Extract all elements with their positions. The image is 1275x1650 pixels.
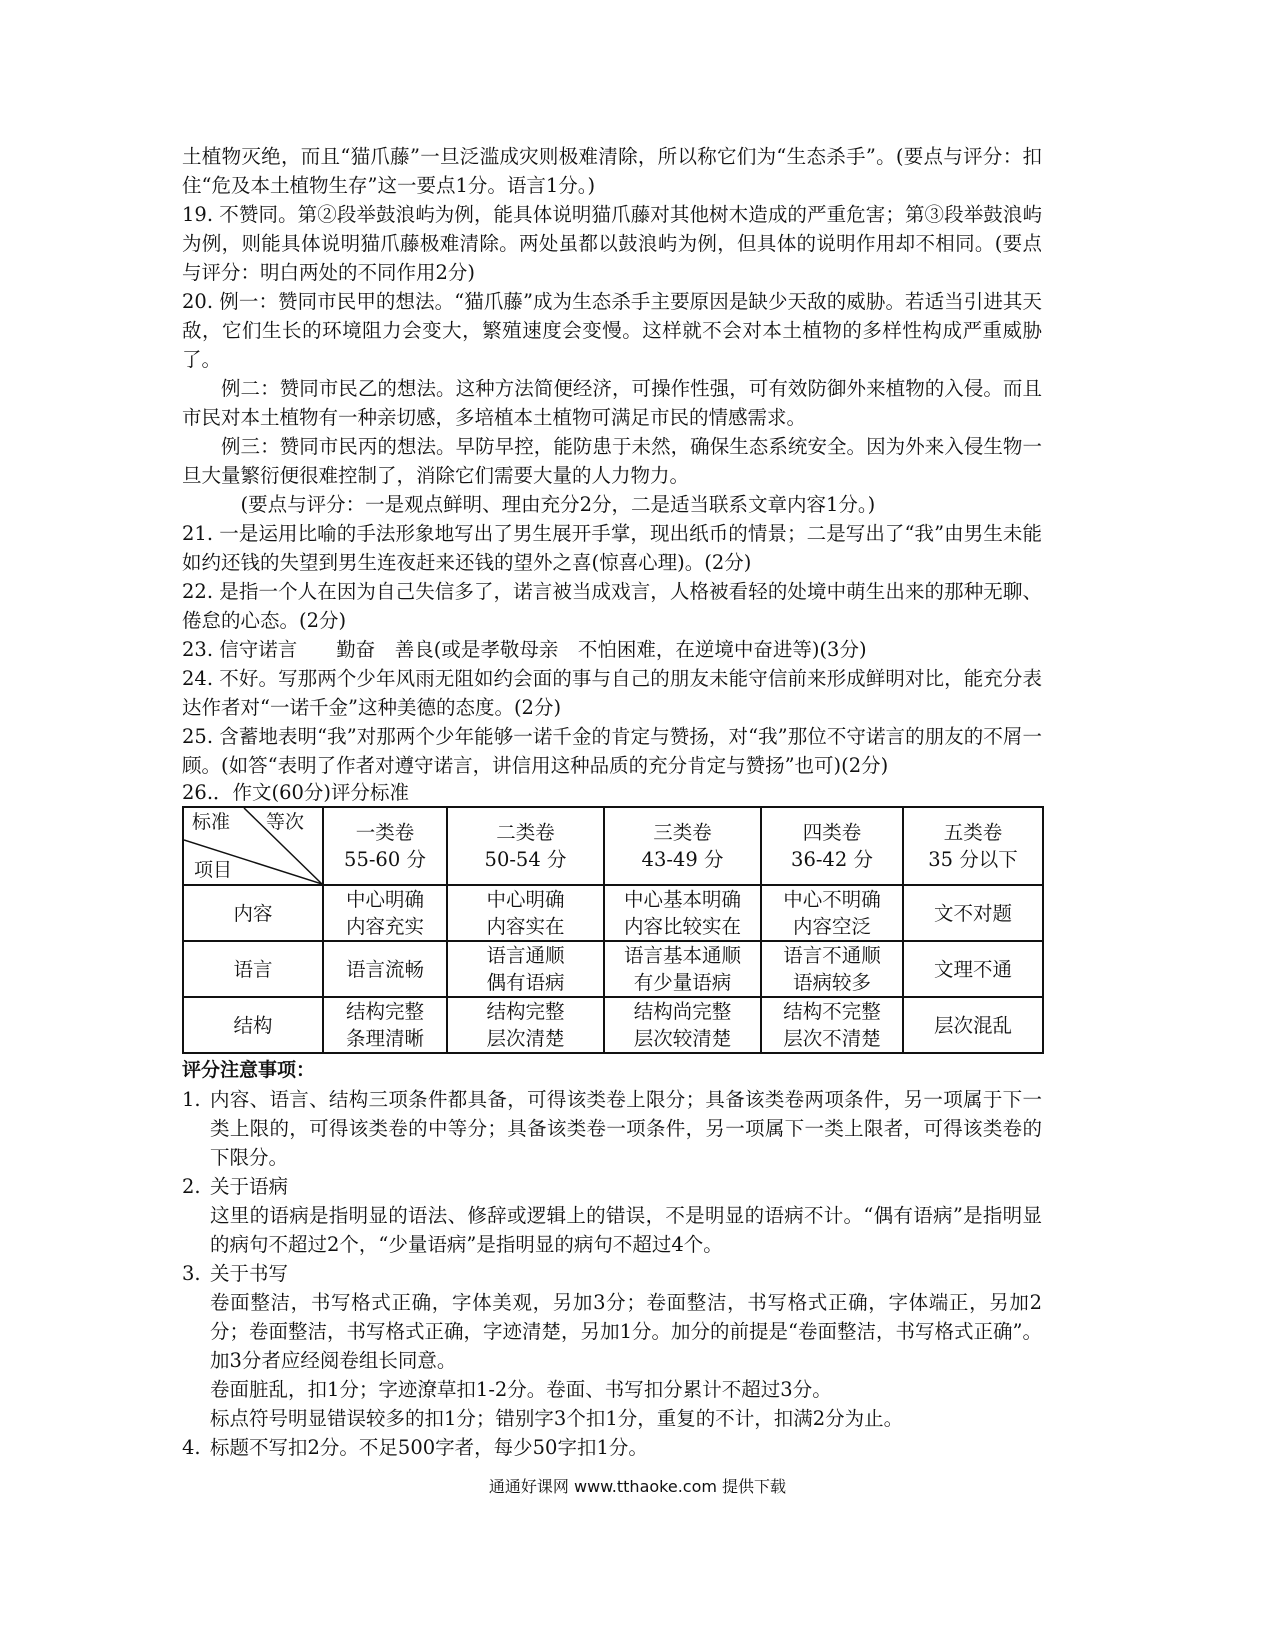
table-cell [323, 941, 447, 997]
table-cell [447, 885, 604, 941]
cell-line: 偶有语病 [486, 971, 565, 994]
note-3-detail-3: 标点符号明显错误较多的扣1分；错别字3个扣1分，重复的不计，扣满2分为止。 [210, 1407, 904, 1430]
header-grade-name: 三类卷 [653, 821, 712, 844]
cell-line: 语病较多 [792, 971, 871, 994]
row-label: 语言 [183, 941, 323, 997]
table-header-row [183, 807, 1043, 885]
cell-line: 语言流畅 [345, 957, 424, 981]
corner-label-grade: 等次 [266, 811, 305, 833]
table-cell [761, 997, 903, 1053]
cell-line: 语言通顺 [486, 944, 565, 967]
note-3-detail-2: 卷面脏乱，扣1分；字迹潦草扣1-2分。卷面、书写扣分累计不超过3分。 [210, 1378, 832, 1401]
header-grade-score: 35 分以下 [928, 848, 1018, 871]
paragraph-18-continued: 土植物灭绝，而且“猫爪藤”一旦泛滥成灾则极难清除，所以称它们为“生态杀手”。(要点与评分：扣住“危及本土植物生存”这一要点1分。语言1分。) [182, 145, 1042, 197]
note-text: 关于书写 [210, 1262, 289, 1285]
note-item-3 [182, 1259, 1042, 1288]
answer-24: 24. 不好。写那两个少年风雨无阻如约会面的事与自己的朋友未能守信前来形成鲜明对比，能充分表达作者对“一诺千金”这种美德的态度。(2分) [182, 667, 1042, 719]
header-grade-score: 50-54 分 [484, 848, 567, 871]
cell-line: 内容充实 [345, 915, 424, 938]
header-grade-score: 36-42 分 [791, 848, 873, 871]
header-grade-name: 一类卷 [355, 821, 415, 844]
table-cell [447, 941, 604, 997]
answer-19: 19. 不赞同。第②段举鼓浪屿为例，能具体说明猫爪藤对其他树木造成的严重危害；第③段举鼓浪屿为例，则能具体说明猫爪藤极难清除。两处虽都以鼓浪屿为例，但具体的说明作用却不相同。(要点与评分：明白两处的不同作用2分) [182, 203, 1042, 284]
table-cell [903, 941, 1043, 997]
answer-20-example-1: 20. 例一：赞同市民甲的想法。“猫爪藤”成为生态杀手主要原因是缺少天敌的威胁。若适当引进其天敌，它们生长的环境阻力会变大，繁殖速度会变慢。这样就不会对本土植物的多样性构成严重威胁了。 [182, 290, 1042, 371]
header-grade-name: 五类卷 [943, 821, 1003, 844]
note-number: 2. [182, 1175, 201, 1198]
note-item-1 [182, 1085, 1042, 1172]
cell-line: 结构尚完整 [633, 1000, 732, 1023]
corner-label-standard: 标准 [192, 811, 231, 833]
cell-line: 中心明确 [345, 888, 424, 911]
cell-line: 层次清楚 [486, 1027, 565, 1050]
table-cell [604, 941, 761, 997]
note-text: 关于语病 [210, 1175, 289, 1198]
cell-line: 内容空泛 [792, 915, 871, 938]
header-cell [903, 807, 1043, 885]
note-3-detail-1: 卷面整洁，书写格式正确，字体美观，另加3分；卷面整洁，书写格式正确，字体端正，另加2分；卷面整洁，书写格式正确，字迹清楚，另加1分。加分的前提是“卷面整洁，书写格式正确”。加3分者应经阅卷组长同意。 [210, 1291, 1042, 1372]
essay-grading-title: 26.．作文(60分)评分标准 [182, 781, 410, 804]
cell-line: 层次不清楚 [783, 1027, 881, 1050]
cell-line: 文不对题 [933, 901, 1012, 925]
note-2-detail: 这里的语病是指明显的语法、修辞或逻辑上的错误，不是明显的语病不计。“偶有语病”是指明显的病句不超过2个，“少量语病”是指明显的病句不超过4个。 [210, 1204, 1042, 1256]
answer-20-example-3: 例三：赞同市民丙的想法。早防早控，能防患于未然，确保生态系统安全。因为外来入侵生物一旦大量繁衍便很难控制了，消除它们需要大量的人力物力。 [182, 435, 1042, 487]
answer-25: 25. 含蓄地表明“我”对那两个少年能够一诺千金的肯定与赞扬，对“我”那位不守诺言的朋友的不屑一顾。(如答“表明了作者对遵守诺言，讲信用这种品质的充分肯定与赞扬”也可)(2分) [182, 725, 1042, 777]
table-cell [604, 997, 761, 1053]
row-label: 内容 [183, 885, 323, 941]
table-cell [323, 885, 447, 941]
cell-line: 结构完整 [345, 1000, 424, 1023]
header-grade-name: 四类卷 [802, 821, 862, 844]
corner-label-item: 项目 [194, 859, 233, 881]
note-number: 4. [182, 1436, 201, 1459]
answer-21: 21. 一是运用比喻的手法形象地写出了男生展开手掌，现出纸币的情景；二是写出了“我”由男生未能如约还钱的失望到男生连夜赶来还钱的望外之喜(惊喜心理)。(2分) [182, 522, 1042, 574]
cell-line: 中心不明确 [783, 888, 881, 911]
note-text: 标题不写扣2分。不足500字者，每少50字扣1分。 [210, 1436, 648, 1459]
table-cell [903, 997, 1043, 1053]
answer-22: 22. 是指一个人在因为自己失信多了，诺言被当成戏言，人格被看轻的处境中萌生出来的那种无聊、倦怠的心态。(2分) [182, 580, 1042, 632]
cell-line: 有少量语病 [633, 971, 732, 994]
cell-line: 内容实在 [486, 915, 565, 938]
cell-line: 结构不完整 [783, 1000, 881, 1023]
cell-line: 内容比较实在 [623, 915, 741, 938]
cell-line: 语言基本通顺 [623, 944, 741, 967]
cell-line: 层次混乱 [933, 1013, 1012, 1037]
note-text: 内容、语言、结构三项条件都具备，可得该类卷上限分；具备该类卷两项条件，另一项属于下一类上限的，可得该类卷的中等分；具备该类卷一项条件，另一项属下一类上限者，可得该类卷的下限分。 [210, 1088, 1042, 1169]
answer-23: 23. 信守诺言 勤奋 善良(或是孝敬母亲 不怕困难，在逆境中奋进等)(3分) [182, 638, 867, 661]
cell-line: 条理清晰 [345, 1027, 424, 1050]
header-grade-name: 二类卷 [496, 821, 555, 844]
grading-notes-title: 评分注意事项： [182, 1059, 316, 1081]
note-number: 1. [182, 1088, 201, 1111]
table-cell [604, 885, 761, 941]
cell-line: 结构完整 [486, 1000, 565, 1023]
answer-20-example-2: 例二：赞同市民乙的想法。这种方法简便经济，可操作性强，可有效防御外来植物的入侵。而且市民对本土植物有一种亲切感，多培植本土植物可满足市民的情感需求。 [182, 377, 1042, 429]
table-corner-cell [183, 807, 323, 885]
header-cell [761, 807, 903, 885]
cell-line: 语言不通顺 [783, 944, 881, 967]
table-cell [903, 885, 1043, 941]
table-cell [761, 885, 903, 941]
answer-20-scoring: (要点与评分：一是观点鲜明、理由充分2分，二是适当联系文章内容1分。) [240, 493, 876, 516]
row-label: 结构 [183, 997, 323, 1053]
table-row [183, 997, 1043, 1053]
note-number: 3. [182, 1262, 201, 1285]
header-grade-score: 43-49 分 [641, 848, 724, 871]
table-cell [323, 997, 447, 1053]
table-row [183, 885, 1043, 941]
note-item-2 [182, 1172, 1042, 1201]
note-item-4 [182, 1433, 1042, 1462]
header-cell [604, 807, 761, 885]
answer-key-page [182, 142, 1042, 1462]
cell-line: 文理不通 [933, 957, 1012, 981]
header-cell [323, 807, 447, 885]
table-cell [447, 997, 604, 1053]
cell-line: 中心明确 [486, 888, 565, 911]
page-footer: 通通好课网 www.tthaoke.com 提供下载 [488, 1477, 787, 1496]
table-row [183, 941, 1043, 997]
header-grade-score: 55-60 分 [344, 848, 426, 871]
cell-line: 层次较清楚 [633, 1027, 732, 1050]
cell-line: 中心基本明确 [623, 888, 741, 911]
table-cell [761, 941, 903, 997]
essay-grading-table [182, 806, 1044, 1054]
header-cell [447, 807, 604, 885]
